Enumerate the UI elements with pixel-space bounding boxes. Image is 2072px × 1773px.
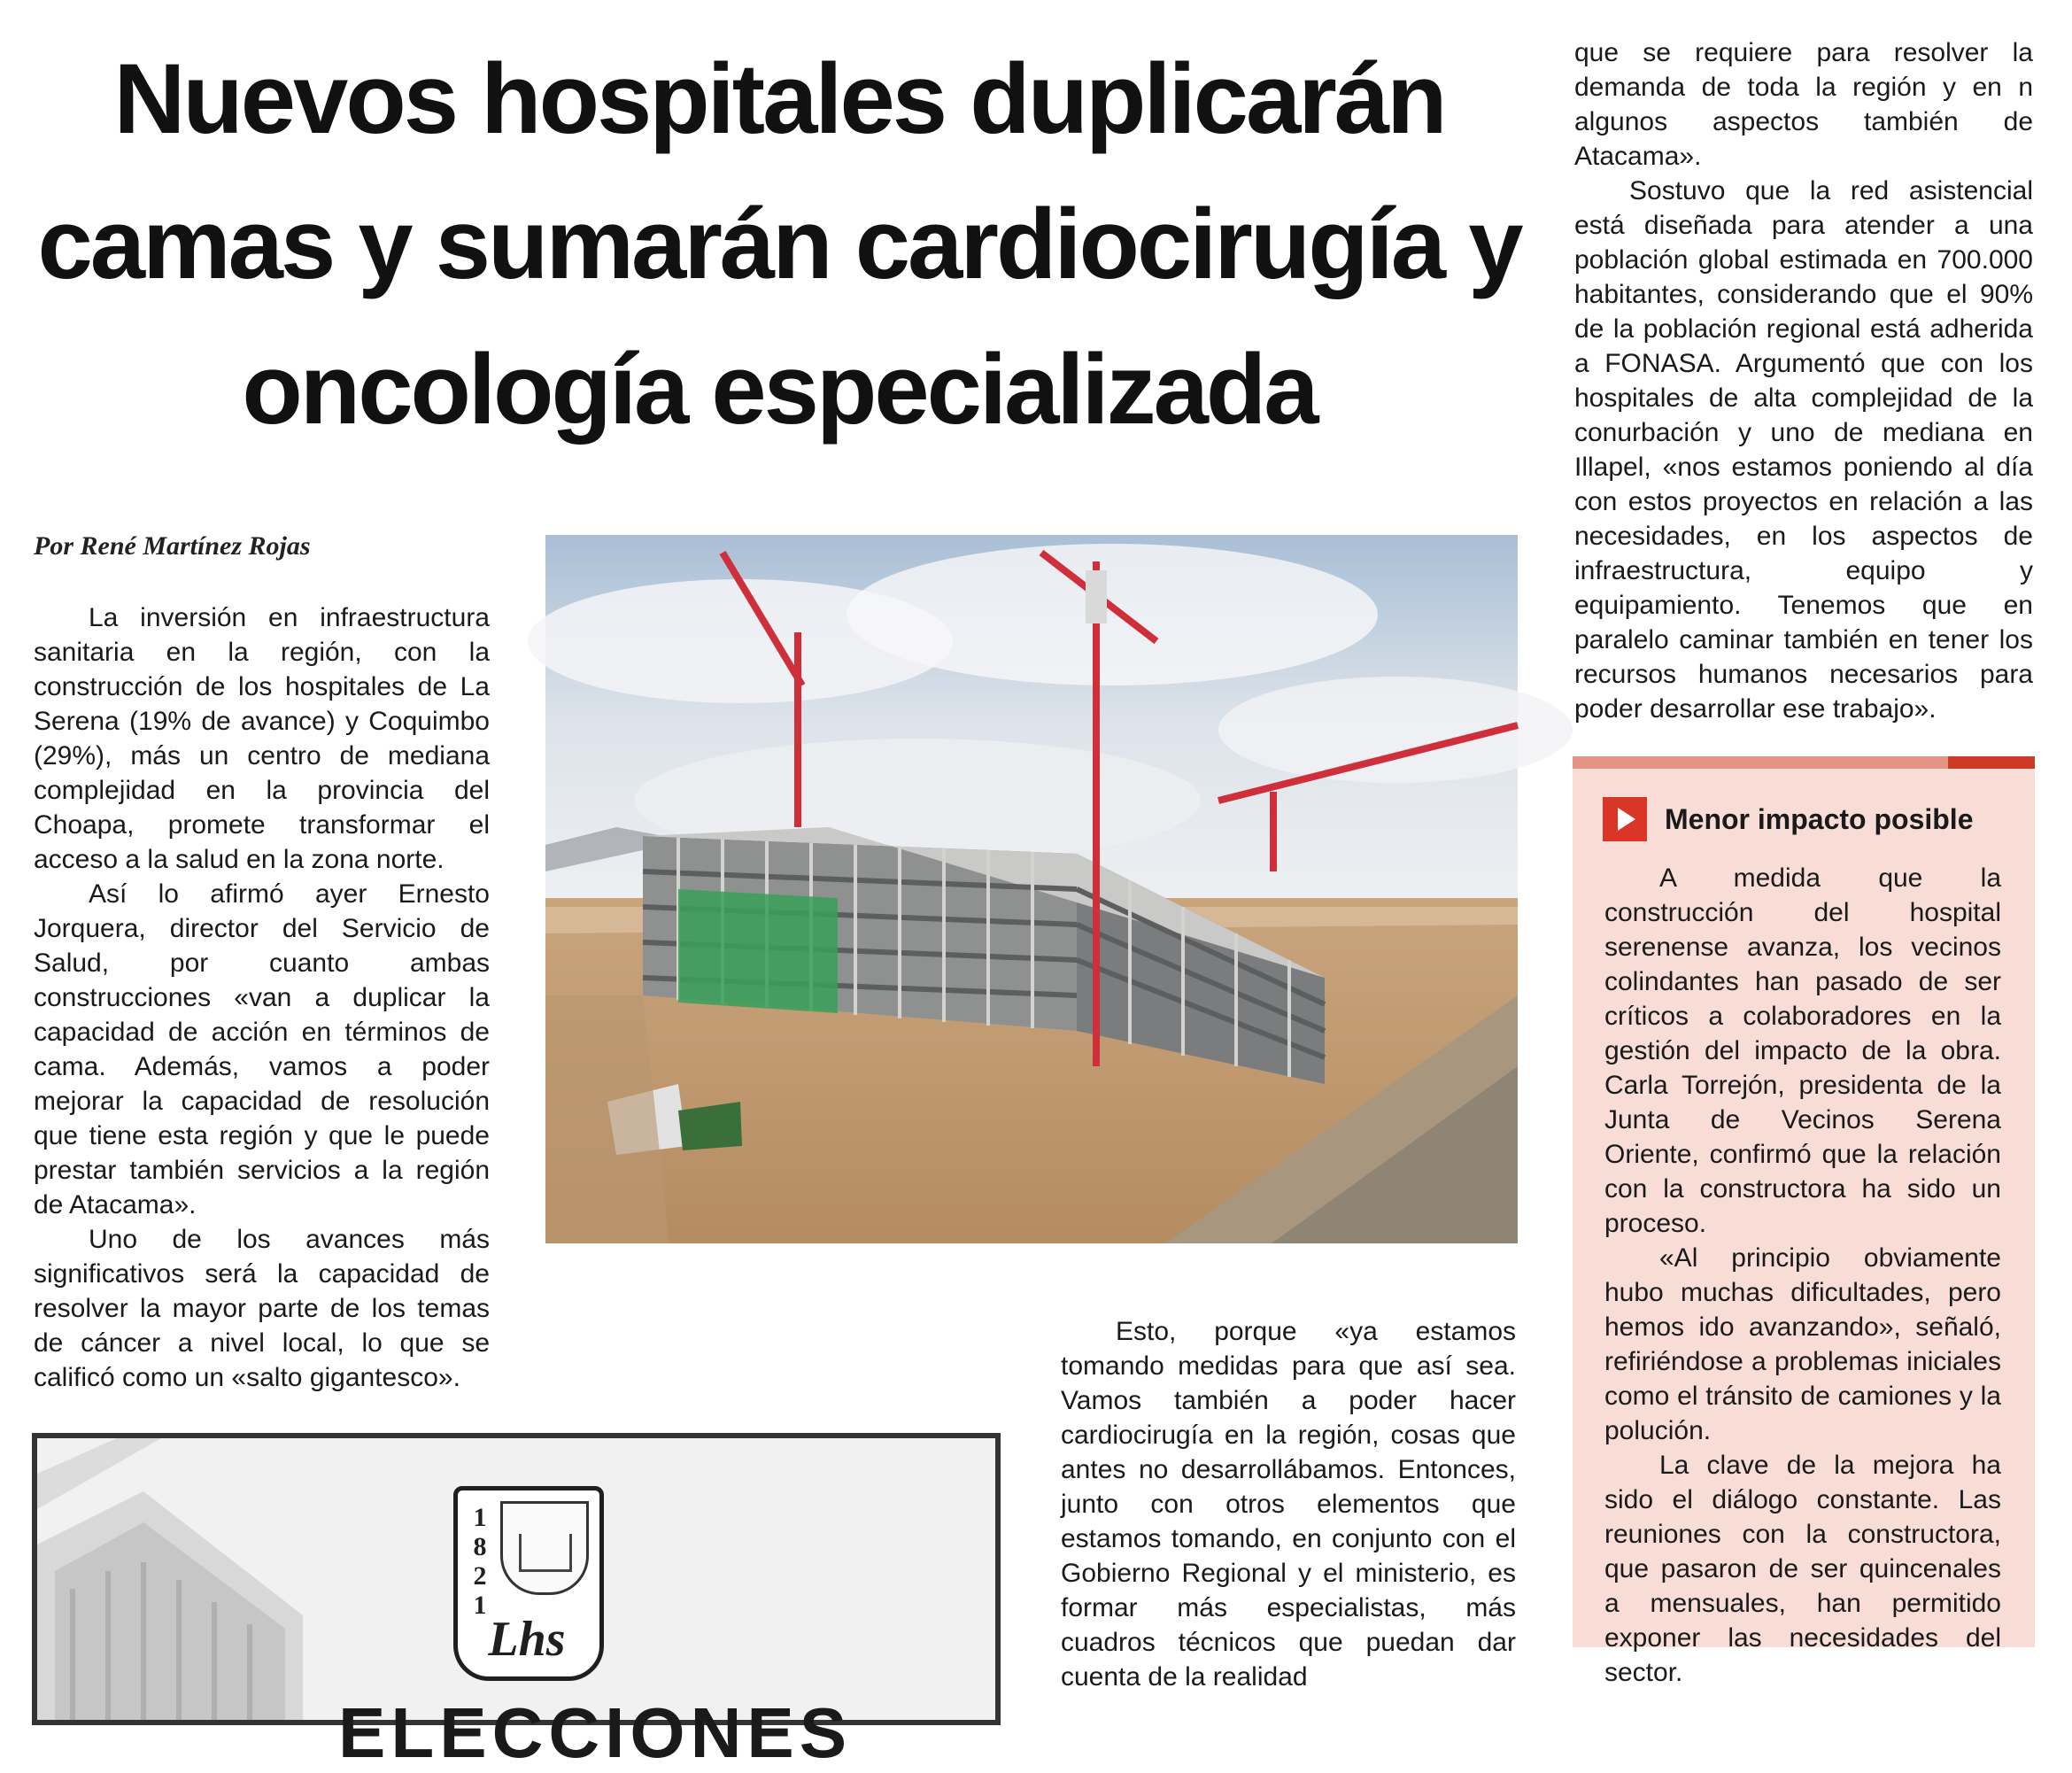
paragraph: «Al principio obviamente hubo muchas dificultades, pero hemos ido avanzando», señaló, refiriéndose a problemas iniciales como el tránsito de camiones y la polución.	[1604, 1243, 2001, 1445]
play-icon	[1603, 797, 1647, 841]
seal-digit: 2	[473, 1561, 487, 1591]
seal-digit: 8	[473, 1532, 487, 1561]
byline: Por René Martínez Rojas	[34, 531, 311, 561]
paragraph: Esto, porque «ya estamos tomando medidas para que así sea. Vamos también a poder hacer cardiocirugía en la región, cosas que antes no desarrollábamos. Entonces, junto con otros elementos que estamos tomando, en conjunto con el Gobierno Regional y el ministerio, es formar más especialistas, más cuadros técnicos que puedan dar cuenta de la realidad	[1061, 1317, 1516, 1692]
article-column-right	[1574, 35, 2033, 726]
sidebar-accent-bar	[1948, 756, 2035, 769]
seal-digit: 1	[473, 1503, 487, 1532]
seal-monogram: Lhs	[488, 1612, 566, 1667]
paragraph: que se requiere para resolver la demanda de toda la región y en n algunos aspectos también de Atacama».	[1574, 38, 2033, 171]
advertisement	[32, 1433, 1001, 1772]
paragraph: Así lo afirmó ayer Ernesto Jorquera, director del Servicio de Salud, por cuanto ambas construcciones «van a duplicar la capacidad de acción en términos de cama. Además, vamos a poder mejorar la capacidad de resolución que tiene esta región y que le puede prestar también servicios a la región de Atacama».	[34, 879, 490, 1219]
seal-digit: 1	[473, 1591, 487, 1620]
castle-shield-icon	[500, 1501, 589, 1595]
paragraph: La clave de la mejora ha sido el diálogo constante. Las reuniones con la constructora, que pasaron de ser quincenales a mensuales, han permitido exponer las necesidades del sector.	[1604, 1451, 2001, 1687]
article-column-middle	[1061, 1314, 1516, 1694]
paragraph: La inversión en infraestructura sanitaria en la región, con la construcción de los hospitales de La Serena (19% de avance) y Coquimbo (29%), más un centro de mediana complejidad en la provincia del Choapa, promete transformar el acceso a la salud en la zona norte.	[34, 603, 490, 874]
municipal-seal	[453, 1486, 604, 1681]
article-column-left	[34, 600, 490, 1395]
ad-heading: ELECCIONES	[338, 1693, 853, 1772]
paragraph: Uno de los avances más significativos será la capacidad de resolver la mayor parte de los temas de cáncer a nivel local, lo que se calificó como un «salto gigantesco».	[34, 1225, 490, 1392]
construction-photo	[545, 535, 1518, 1243]
sidebar-title: Menor impacto posible	[1665, 803, 1974, 835]
headline: Nuevos hospitales duplicarán camas y sumarán cardiocirugía y oncología especializada	[37, 43, 1521, 445]
sidebar-box	[1573, 756, 2035, 1687]
paragraph: Sostuvo que la red asistencial está diseñada para atender a una población global estimada en 700.000 habitantes, considerando que el 90% de la población regional está adherida a FONASA. Argumentó que con los hospitales de alta complejidad de la conurbación y uno de mediana en Illapel, «nos estamos poniendo al día con estos proyectos en relación a las necesidades, en los aspectos de infraestructura, equipo y equipamiento. Tenemos que en paralelo caminar también en tener los recursos humanos necesarios para poder desarrollar ese trabajo».	[1574, 176, 2033, 724]
paragraph: A medida que la construcción del hospital serenense avanza, los vecinos colindantes han pasado de ser críticos a colaboradores en la gestión del impacto de la obra. Carla Torrejón, presidenta de la Junta de Vecinos Serena Oriente, confirmó que la relación con la constructora ha sido un proceso.	[1604, 863, 2001, 1238]
sidebar-body	[1604, 861, 2001, 1690]
seal-year	[468, 1503, 491, 1620]
